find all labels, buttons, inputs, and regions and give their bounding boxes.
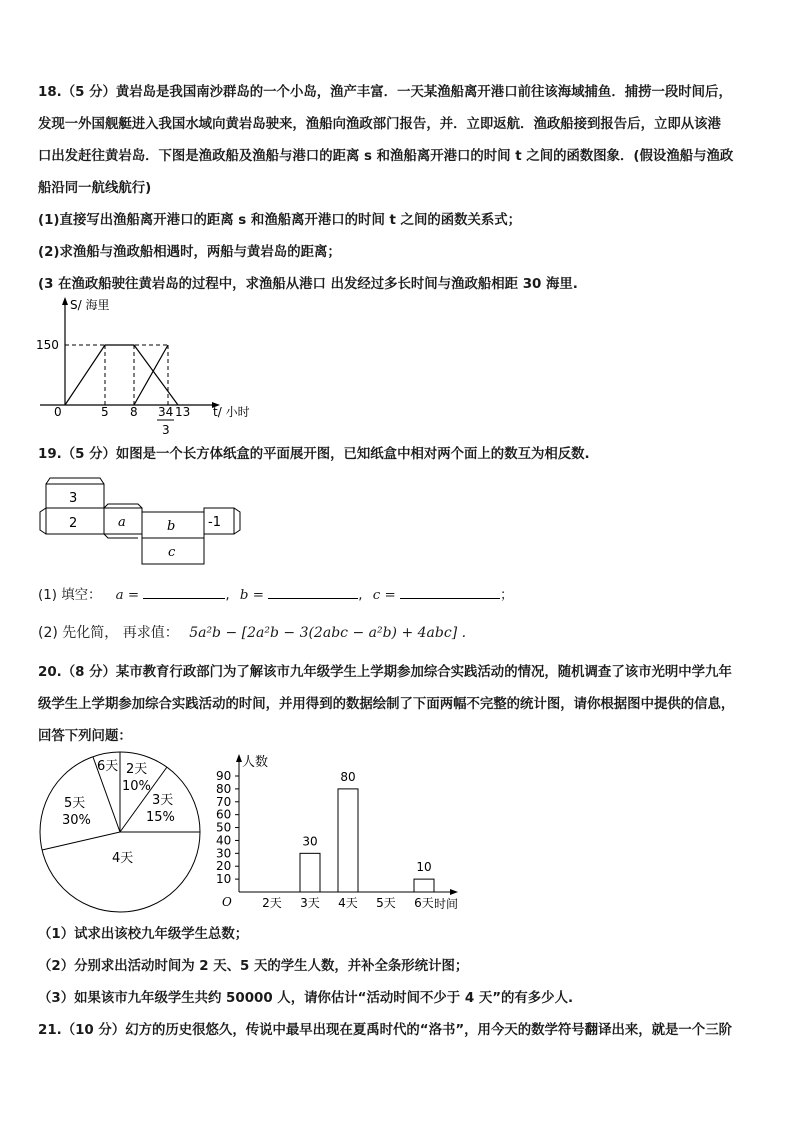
face-c: c	[168, 545, 176, 560]
y-tick-150: 150	[36, 338, 59, 352]
pie-chart	[36, 750, 206, 920]
x-tick-frac-num: 34	[158, 405, 174, 419]
x-tick-label-0: 2天	[262, 896, 282, 910]
q18-sub2: (2)求渔船与渔政船相遇时，两船与黄岩岛的距离；	[38, 245, 341, 260]
q19-fill-line: (1) 填空： a = , b = , c = ；	[38, 588, 514, 603]
x-tick-frac-den: 3	[162, 423, 170, 437]
pie-label-6days: 6天	[97, 759, 119, 774]
y-tick-label: 40	[216, 833, 232, 848]
q20-line-2: 级学生上学期参加综合实践活动的时间，并用得到的数据绘制了下面两幅不完整的统计图，请你根据图中提供的信息，	[38, 697, 735, 712]
y-tick-label: 80	[216, 781, 232, 796]
x-tick-label-3: 5天	[376, 896, 396, 910]
y-tick-label: 60	[216, 807, 232, 822]
fill-a-label: a =	[115, 588, 140, 603]
bar-data-label-1: 30	[302, 834, 318, 849]
q20-sub1: （1）试求出该校九年级学生总数；	[38, 927, 249, 942]
face-2: 2	[69, 516, 78, 531]
bar-ylabel: 人数	[242, 755, 269, 770]
y-tick-label: 50	[216, 820, 232, 835]
x-tick-13: 13	[175, 405, 191, 419]
q18-sub1: (1)直接写出渔船离开港口的距离 s 和渔船离开港口的时间 t 之间的函数关系式；	[38, 213, 522, 228]
q19-simplify-line	[38, 624, 466, 642]
patrol-boat-line	[134, 345, 168, 405]
distance-time-graph	[30, 292, 270, 442]
y-tick-label: 20	[216, 859, 232, 874]
bar-4	[414, 879, 434, 892]
y-tick-label: 90	[216, 769, 232, 783]
pie-pct-3days: 15%	[146, 810, 175, 825]
simplify-expression: 5a²b − [2a²b − 3(2abc − a²b) + 4abc] .	[189, 625, 467, 641]
q20-line-1: 20.（8 分）某市教育行政部门为了解该市九年级学生上学期参加综合实践活动的情况，随机调查了该市光明中学九年	[38, 665, 732, 680]
fill-c-label: c =	[372, 588, 396, 603]
x-tick-label-1: 3天	[300, 896, 320, 910]
blank-a[interactable]	[143, 586, 225, 599]
fill-b-label: b =	[239, 588, 264, 603]
blank-c[interactable]	[400, 586, 500, 599]
q18-line-3: 口出发赶往黄岩岛．下图是渔政船及渔船与港口的距离 s 和渔船离开港口的时间 t 之间的函数图象．(假设渔船与渔政	[38, 149, 734, 164]
face-a: a	[118, 515, 126, 530]
bar-chart	[212, 750, 472, 914]
x-tick-label-2: 4天	[338, 896, 358, 910]
y-axis-label: S/ 海里	[70, 298, 110, 312]
bar-1	[300, 853, 320, 892]
fill-end: ；	[500, 588, 514, 603]
pie-label-5days: 5天	[64, 796, 86, 811]
y-tick-label: 10	[216, 872, 232, 887]
fishing-boat-line	[65, 345, 178, 405]
fill-prefix: (1) 填空：	[38, 588, 102, 603]
face-b: b	[167, 519, 176, 534]
q20-sub2: （2）分别求出活动时间为 2 天、5 天的学生人数，并补全条形统计图；	[38, 959, 469, 974]
bar-data-label-2: 80	[340, 769, 356, 784]
q18-line-1: 18.（5 分）黄岩岛是我国南沙群岛的一个小岛，渔产丰富．一天某渔船离开港口前往该海域捕鱼．捕捞一段时间后，	[38, 85, 732, 100]
q20-line-3: 回答下列问题：	[38, 729, 132, 744]
face-3: 3	[69, 491, 78, 506]
pie-pct-5days: 30%	[62, 813, 91, 828]
face-neg1: -1	[208, 515, 221, 530]
q19-line: 19.（5 分）如图是一个长方体纸盒的平面展开图，已知纸盒中相对两个面上的数互为相反数.	[38, 447, 590, 462]
y-tick-label: 70	[216, 794, 232, 809]
bar-xlabel: 时间	[434, 897, 459, 911]
x-tick-label-4: 6天	[414, 896, 434, 910]
q18-line-2: 发现一外国舰艇进入我国水域向黄岩岛驶来，渔船向渔政部门报告，并．立即返航．渔政船接到报告后，立即从该港	[38, 117, 721, 132]
bar-origin: O	[222, 895, 232, 909]
bar-data-label-4: 10	[416, 860, 432, 875]
blank-b[interactable]	[268, 586, 358, 599]
bar-2	[338, 789, 358, 892]
pie-label-2days: 2天	[126, 762, 148, 777]
q18-sub3: (3 在渔政船驶往黄岩岛的过程中，求渔船从港口 出发经过多长时间与渔政船相距 30 海里.	[38, 277, 578, 292]
pie-label-3days: 3天	[152, 793, 174, 808]
q18-line-4: 船沿同一航线航行)	[38, 181, 152, 196]
simplify-prefix: (2) 先化简， 再求值：	[38, 625, 179, 641]
x-tick-8: 8	[130, 405, 138, 419]
y-tick-label: 30	[216, 846, 232, 861]
x-axis-label: t/ 小时	[213, 405, 250, 419]
pie-pct-2days: 10%	[122, 779, 151, 794]
q20-sub3: （3）如果该市九年级学生共约 50000 人，请你估计“活动时间不少于 4 天”的有多少人.	[38, 991, 574, 1006]
box-net-diagram	[36, 474, 246, 572]
origin-label: 0	[54, 405, 62, 419]
q21-line: 21.（10 分）幻方的历史很悠久，传说中最早出现在夏禹时代的“洛书”，用今天的数学符号翻译出来，就是一个三阶	[38, 1023, 732, 1038]
pie-label-4days: 4天	[112, 851, 134, 866]
x-tick-5: 5	[101, 405, 109, 419]
